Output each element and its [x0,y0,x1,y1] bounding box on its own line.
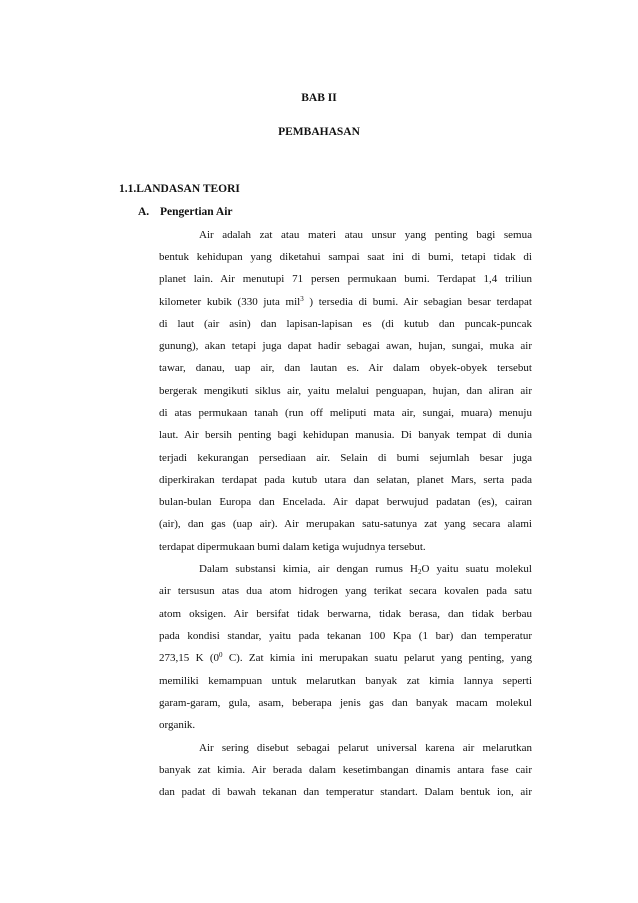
text-span: Dalam substansi kimia, air dengan rumus H [199,563,418,575]
chapter-label: BAB II [301,92,337,104]
text-line: organik. [159,719,196,731]
superscript: 3 [300,295,304,303]
text-line: garam-garam, gula, asam, beberapa jenis gas dan banyak macam molekul [159,697,532,709]
text-span: kilometer kubik (330 juta mil [159,296,301,308]
text-line: di laut (air asin) dan lapisan-lapisan es (di kutub dan puncak-puncak [159,318,532,330]
text-line: gunung), akan tetapi juga dapat hadir sebagai awan, hujan, sungai, muka air [159,340,532,352]
text-line: memiliki kemampuan untuk melarutkan banyak zat kimia lannya seperti [159,675,532,687]
section-heading: 1.1.LANDASAN TEORI [119,183,240,195]
subsection-heading [138,206,233,218]
text-line: Air adalah zat atau materi atau unsur yang penting bagi semua [199,229,532,241]
text-line: (air), dan gas (uap air). Air merupakan satu-satunya zat yang secara alami [159,518,532,530]
text-line: terjadi kekurangan persediaan air. Selain di bumi sejumlah besar juga [159,452,532,464]
text-span: 273,15 K (0 [159,652,220,664]
text-line: atom oksigen. Air bersifat tidak berwarna, tidak berasa, dan tidak berbau [159,608,532,620]
subsection-title: Pengertian Air [160,206,233,218]
subsection-marker: A. [138,206,150,218]
text-line: bentuk kehidupan yang diketahui sampai saat ini di bumi, tetapi tidak di [159,251,532,263]
text-span: ) tersedia di bumi. Air sebagian besar terdapat [309,296,532,308]
text-line: di atas permukaan tanah (run off meliputi mata air, sungai, muara) menuju [159,407,532,419]
text-line [159,295,532,309]
text-line: tawar, danau, uap air, dan lautan es. Air dalam obyek-obyek tersebut [159,362,532,374]
text-line: bulan-bulan Europa dan Encelada. Air dapat berwujud padatan (es), cairan [159,496,532,508]
text-line: laut. Air bersih penting bagi kehidupan manusia. Di banyak tempat di dunia [159,429,532,441]
text-line: bergerak mengikuti siklus air, yaitu melalui penguapan, hujan, dan aliran air [159,385,532,397]
text-line [199,562,532,576]
text-line: pada kondisi standar, yaitu pada tekanan 100 Kpa (1 bar) dan temperatur [159,630,532,642]
text-line [159,651,532,665]
text-line: terdapat dipermukaan bumi dalam ketiga wujudnya tersebut. [159,541,426,553]
text-span: O yaitu suatu molekul [421,563,532,575]
text-line: banyak zat kimia. Air berada dalam kesetimbangan dinamis antara fase cair [159,764,532,776]
text-line: diperkirakan terdapat pada kutub utara dan selatan, planet Mars, serta pada [159,474,532,486]
text-line: air tersusun atas dua atom hidrogen yang terikat secara kovalen pada satu [159,585,532,597]
text-span: C). Zat kimia ini merupakan suatu pelarut yang penting, yang [222,652,532,664]
superscript: 0 [219,651,223,659]
subscript: 2 [417,568,422,576]
text-line: planet lain. Air menutupi 71 persen permukaan bumi. Terdapat 1,4 triliun [159,273,532,285]
text-line: Air sering disebut sebagai pelarut universal karena air melarutkan [199,742,532,754]
chapter-title: PEMBAHASAN [278,126,360,138]
text-line: dan padat di bawah tekanan dan temperatur standart. Dalam bentuk ion, air [159,786,532,798]
